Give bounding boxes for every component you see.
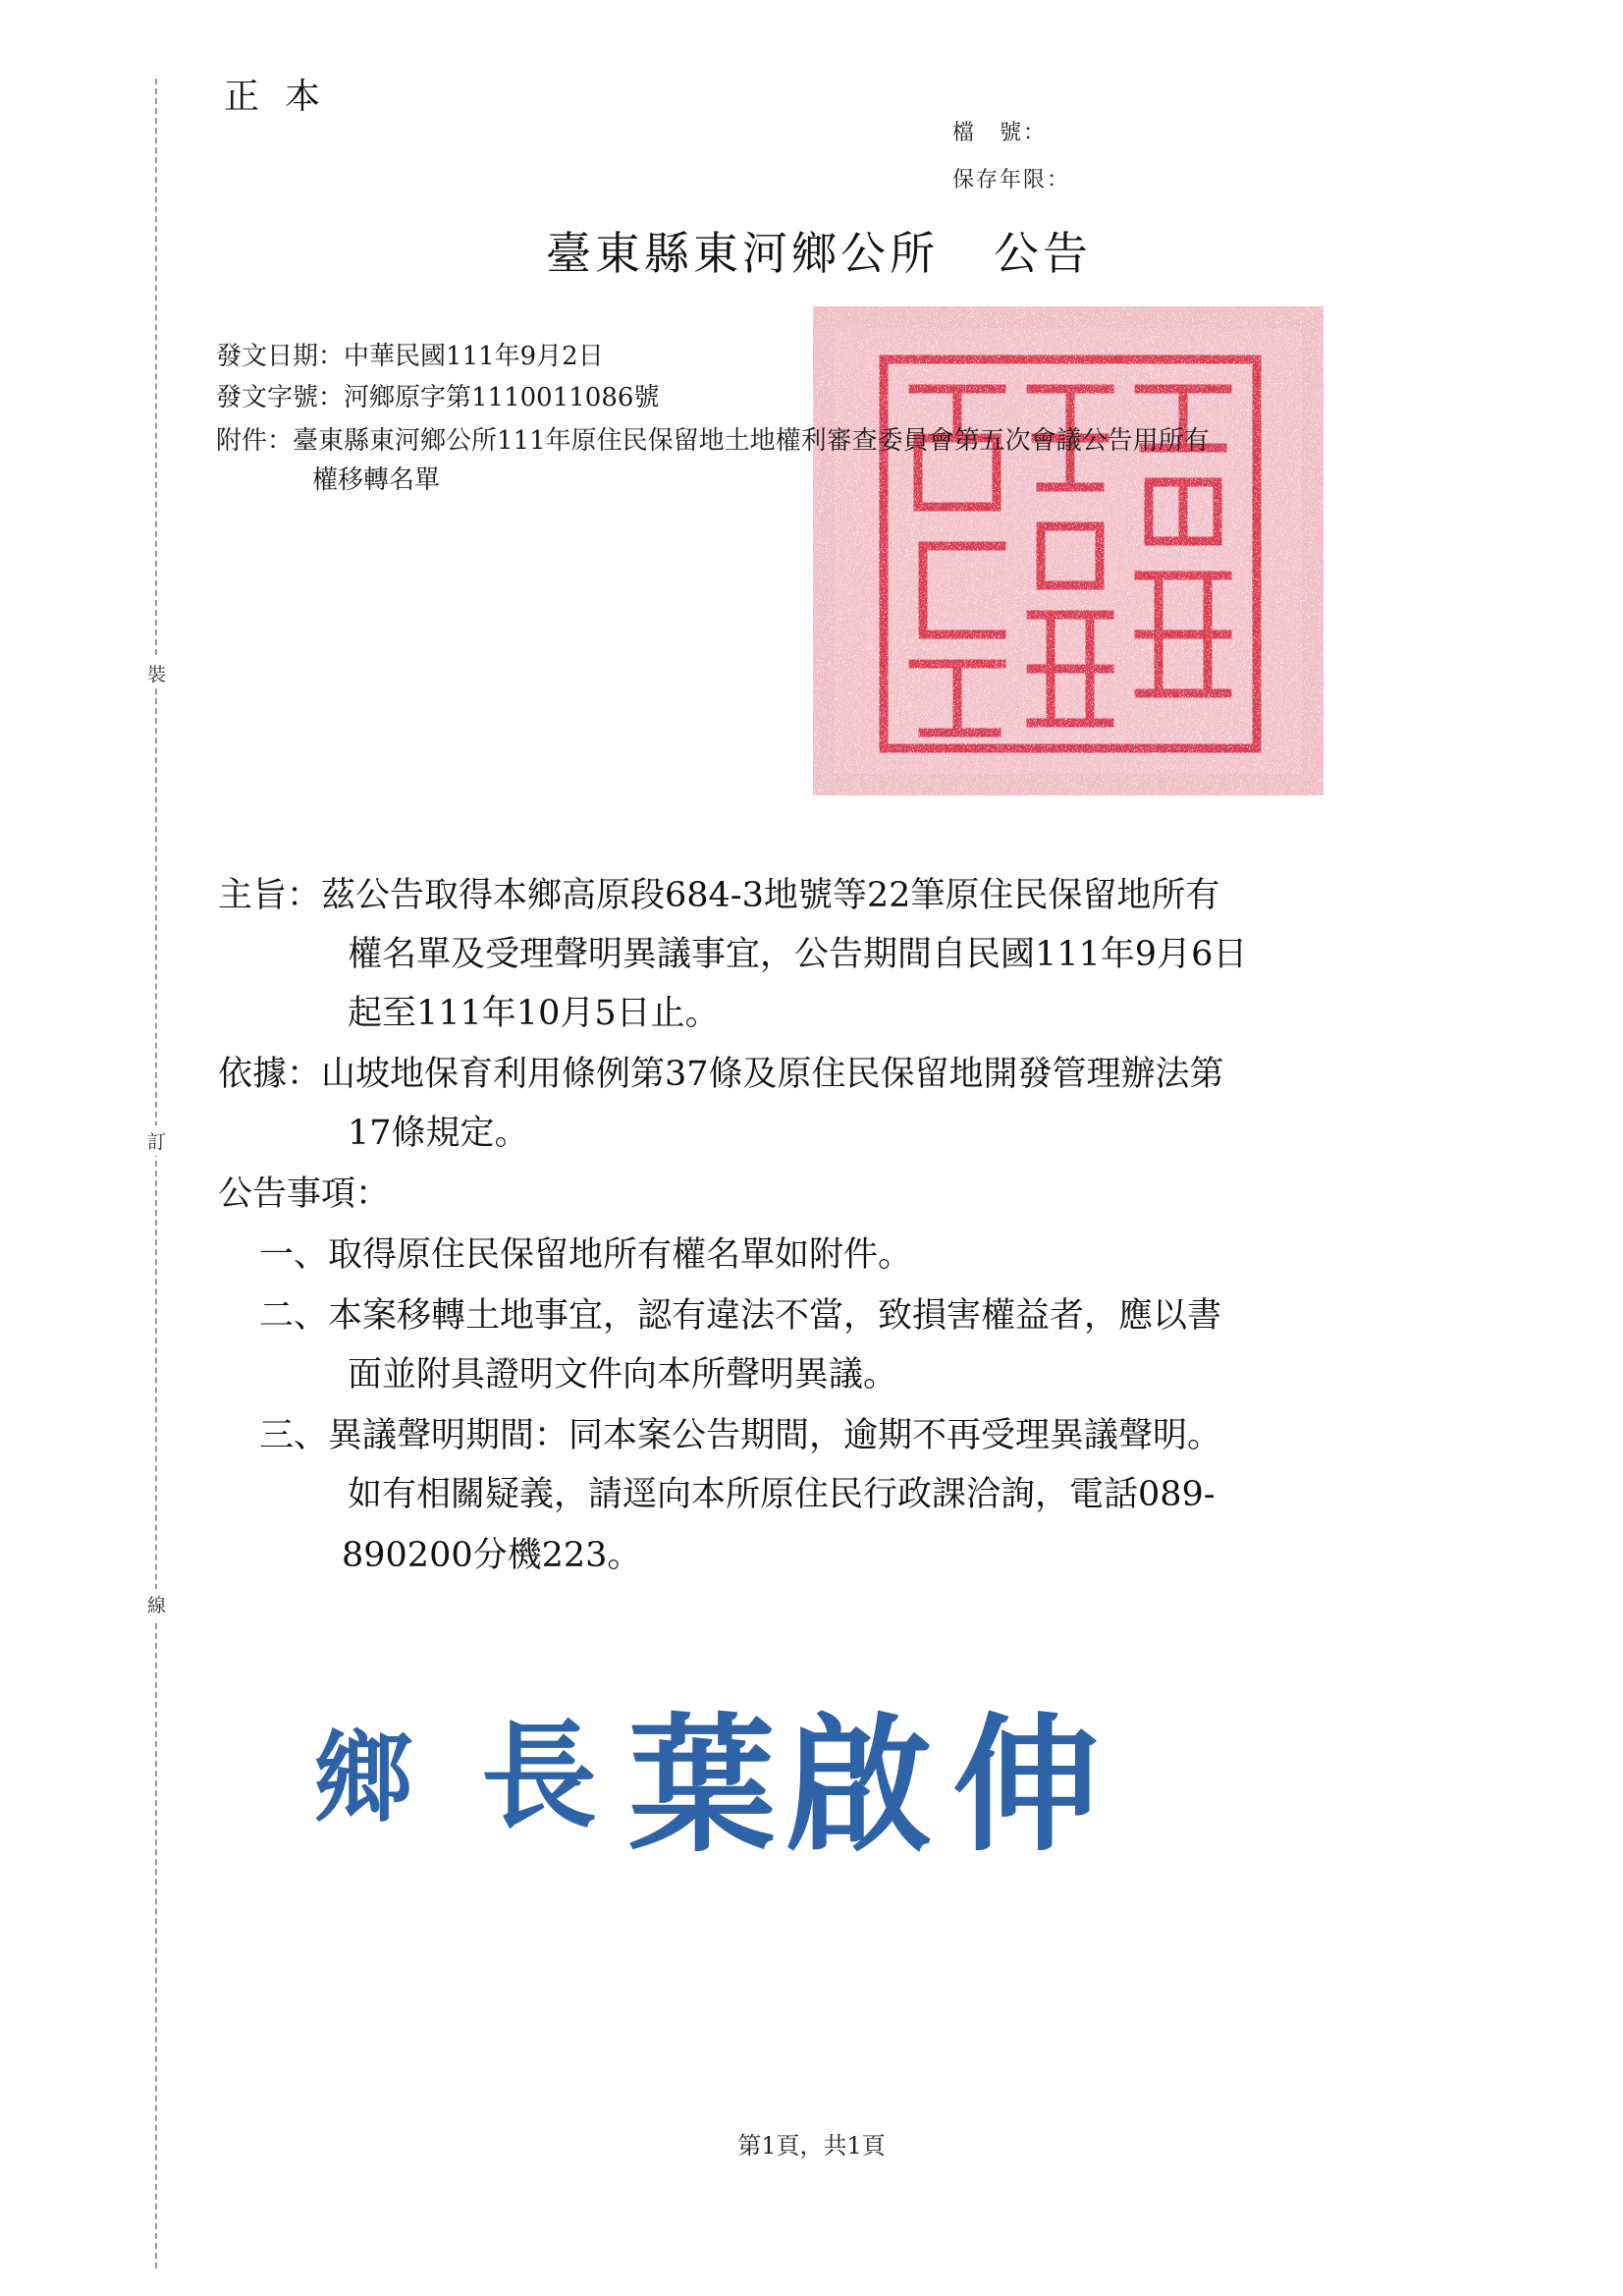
signature-text: 鄉長葉啟伸: [314, 1689, 319, 1690]
notice-heading: 公告事項：: [218, 1175, 391, 1214]
page-footer: 第1頁，共1頁: [737, 2132, 886, 2159]
binding-mark-ding: 訂: [147, 1125, 166, 1156]
notice-item-3-line-3: 890200分機223。: [342, 1536, 642, 1575]
notice-item-3-line-1: 三、異議聲明期間：同本案公告期間，逾期不再受理異議聲明。: [259, 1416, 1222, 1455]
title-doc-type: 公告: [994, 227, 1092, 280]
attachment-line-1: 附件：臺東縣東河鄉公所111年原住民保留地土地權利審查委員會第五次會議公告用所有: [216, 426, 1210, 456]
svg-text:啟: 啟: [785, 1699, 934, 1866]
file-number-label: 檔 號：: [952, 121, 1048, 145]
svg-text:鄉: 鄉: [314, 1720, 412, 1835]
binding-mark-xian: 線: [147, 1589, 166, 1619]
svg-text:長: 長: [481, 1708, 598, 1844]
basis-line-1: 依據：山坡地保育利用條例第37條及原住民保留地開發管理辦法第: [218, 1055, 1224, 1094]
subject-line-1: 主旨：茲公告取得本鄉高原段684-3地號等22筆原住民保留地所有: [218, 876, 1220, 915]
svg-text:葉: 葉: [628, 1699, 777, 1866]
subject-line-3: 起至111年10月5日止。: [348, 994, 720, 1033]
binding-dashed-line: [155, 79, 157, 2269]
mayor-signature-stamp: [314, 1689, 1119, 1866]
retention-period-label: 保存年限：: [952, 168, 1071, 192]
attachment-line-2: 權移轉名單: [312, 465, 441, 495]
notice-item-3-line-2: 如有相關疑義，請逕向本所原住民行政課洽詢，電話089-: [348, 1475, 1216, 1514]
issue-date: 發文日期：中華民國111年9月2日: [216, 342, 604, 371]
notice-item-2-line-1: 二、本案移轉土地事宜，認有違法不當，致損害權益者，應以書: [259, 1296, 1222, 1336]
notice-item-2-line-2: 面並附具證明文件向本所聲明異議。: [348, 1355, 898, 1394]
binding-mark-zhuang: 裝: [147, 658, 166, 688]
official-seal-stamp: [805, 301, 1331, 801]
basis-line-2: 17條規定。: [348, 1114, 529, 1153]
svg-text:伸: 伸: [952, 1699, 1101, 1866]
seal-text: 臺東縣東河鄉公所: [1064, 566, 1072, 567]
document-number: 發文字號：河鄉原字第1110011086號: [216, 383, 660, 412]
original-copy-mark: 正本: [224, 77, 347, 117]
subject-line-2: 權名單及受理聲明異議事宜，公告期間自民國111年9月6日: [348, 935, 1248, 974]
title-organization: 臺東縣東河鄉公所: [546, 227, 939, 280]
notice-item-1: 一、取得原住民保留地所有權名單如附件。: [259, 1235, 913, 1275]
document-title: [546, 218, 1092, 283]
